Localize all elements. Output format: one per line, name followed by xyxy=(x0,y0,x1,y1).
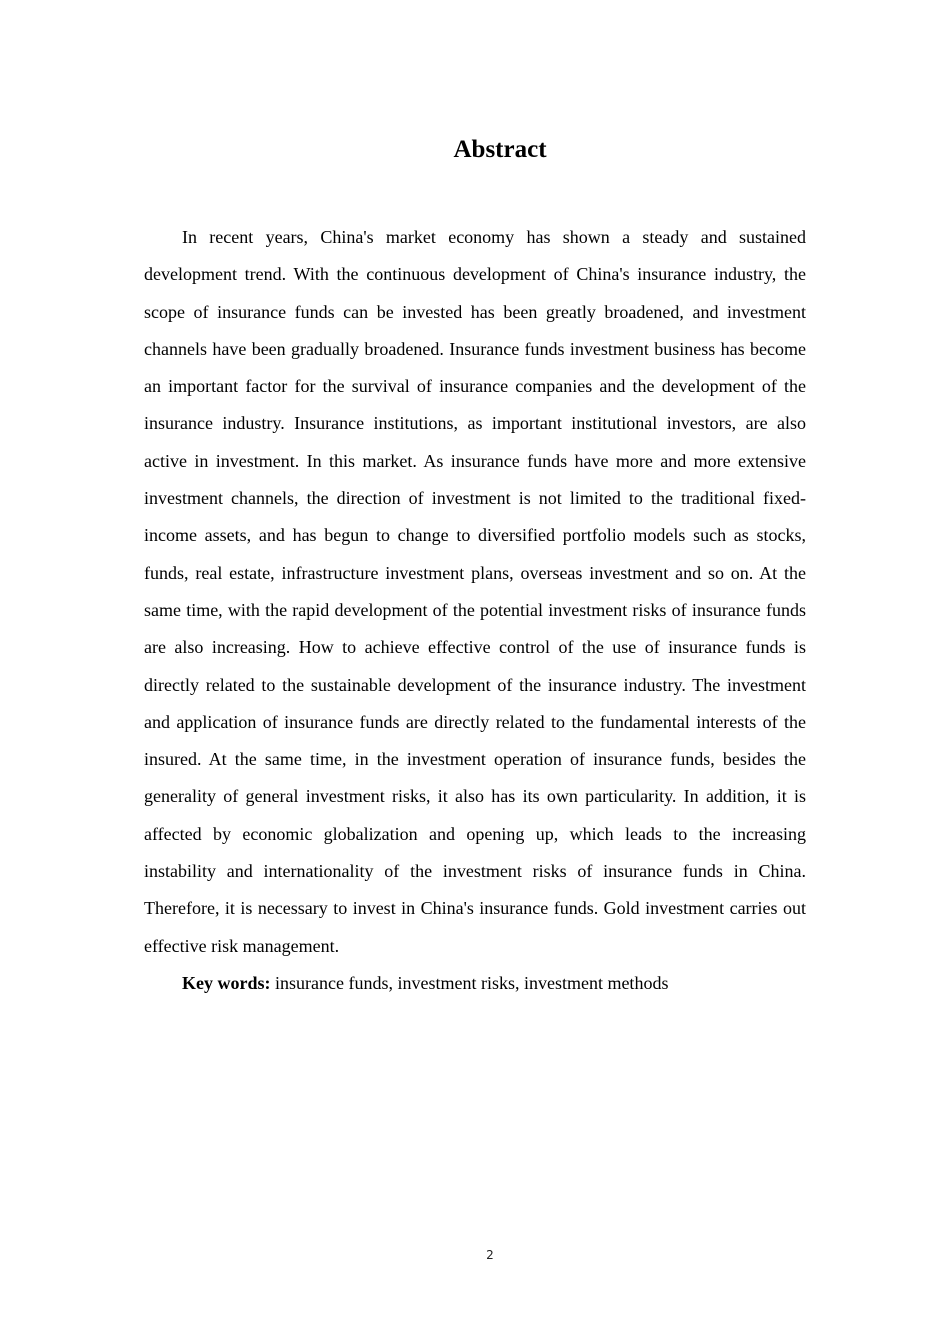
keywords-text: insurance funds, investment risks, investment methods xyxy=(270,972,669,993)
abstract-paragraph: In recent years, China's market economy has shown a steady and sustained development trend. With the continuous development of China's insurance industry, the scope of insurance funds can be invested has been greatly broadened, and investment channels have been gradually broadened. Insurance funds investment business has become an important factor for the survival of insurance companies and the development of the insurance industry. Insurance institutions, as important institutional investors, are also active in investment. In this market. As insurance funds have more and more extensive investment channels, the direction of investment is not limited to the traditional fixed-income assets, and has begun to change to diversified portfolio models such as stocks, funds, real estate, infrastructure investment plans, overseas investment and so on. At the same time, with the rapid development of the potential investment risks of insurance funds are also increasing. How to achieve effective control of the use of insurance funds is directly related to the sustainable development of the insurance industry. The investment and application of insurance funds are directly related to the fundamental interests of the insured. At the same time, in the investment operation of insurance funds, besides the generality of general investment risks, it also has its own particularity. In addition, it is affected by economic globalization and opening up, which leads to the increasing instability and internationality of the investment risks of insurance funds in China. Therefore, it is necessary to invest in China's insurance funds. Gold investment carries out effective risk management. xyxy=(144,227,806,956)
abstract-heading: Abstract xyxy=(453,136,547,163)
keywords-label: Key words: xyxy=(182,972,271,993)
page-number: 2 xyxy=(486,1248,494,1262)
abstract-body xyxy=(144,219,806,1001)
keywords-line xyxy=(144,965,806,1001)
